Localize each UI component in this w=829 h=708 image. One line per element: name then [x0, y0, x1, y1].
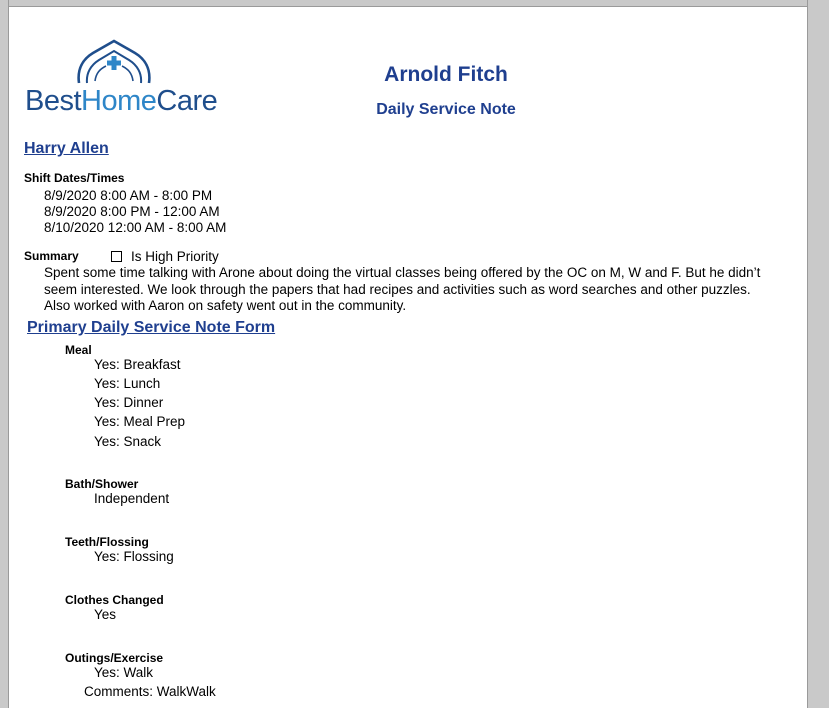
clothes-value: Yes: [94, 607, 117, 622]
meal-item: Yes: Snack: [94, 434, 162, 449]
viewer-right-edge: [807, 0, 808, 708]
outings-label: Outings/Exercise: [65, 651, 164, 665]
company-logo: [25, 39, 230, 123]
summary-text: Spent some time talking with Arone about doing the virtual classes being offered by the OC on M, W and F. But he didn’t seem interested. We look through the papers that had recipes and activities such as word searches and other puzzles. Also worked with Aaron on safety went out in the community.: [44, 265, 761, 313]
meal-item: Yes: Lunch: [94, 376, 161, 391]
outings-comments: Comments: WalkWalk: [84, 684, 216, 699]
bath-value: Independent: [94, 491, 170, 506]
viewer-right-margin: [808, 0, 829, 708]
bath-label: Bath/Shower: [65, 477, 139, 491]
high-priority-checkbox[interactable]: [111, 249, 219, 264]
page-subtitle: Daily Service Note: [376, 101, 516, 118]
shift-entry: 8/9/2020 8:00 PM - 12:00 AM: [44, 204, 220, 219]
viewer-top-border: [8, 0, 808, 7]
summary-label: Summary: [24, 249, 79, 263]
outings-value: Yes: Walk: [94, 665, 154, 680]
page-title: Arnold Fitch: [384, 63, 508, 86]
clothes-label: Clothes Changed: [65, 593, 164, 607]
meal-label: Meal: [65, 343, 92, 357]
shift-entry: 8/9/2020 8:00 AM - 8:00 PM: [44, 188, 213, 203]
meal-item: Yes: Breakfast: [94, 357, 181, 372]
meal-item: Yes: Meal Prep: [94, 414, 186, 429]
checkbox-icon[interactable]: [111, 251, 122, 262]
meal-item: Yes: Dinner: [94, 395, 164, 410]
viewer-left-margin: [0, 0, 8, 708]
document-page: [9, 7, 807, 708]
client-name: Harry Allen: [24, 140, 109, 157]
form-section-title: Primary Daily Service Note Form: [27, 319, 276, 336]
shift-entry: 8/10/2020 12:00 AM - 8:00 AM: [44, 220, 227, 235]
logo-wordmark: BestHomeCare: [25, 85, 218, 117]
teeth-label: Teeth/Flossing: [65, 535, 149, 549]
teeth-value: Yes: Flossing: [94, 549, 174, 564]
shift-label: Shift Dates/Times: [24, 171, 125, 185]
house-hands-logo-icon: [73, 39, 155, 85]
high-priority-label: Is High Priority: [131, 249, 219, 264]
